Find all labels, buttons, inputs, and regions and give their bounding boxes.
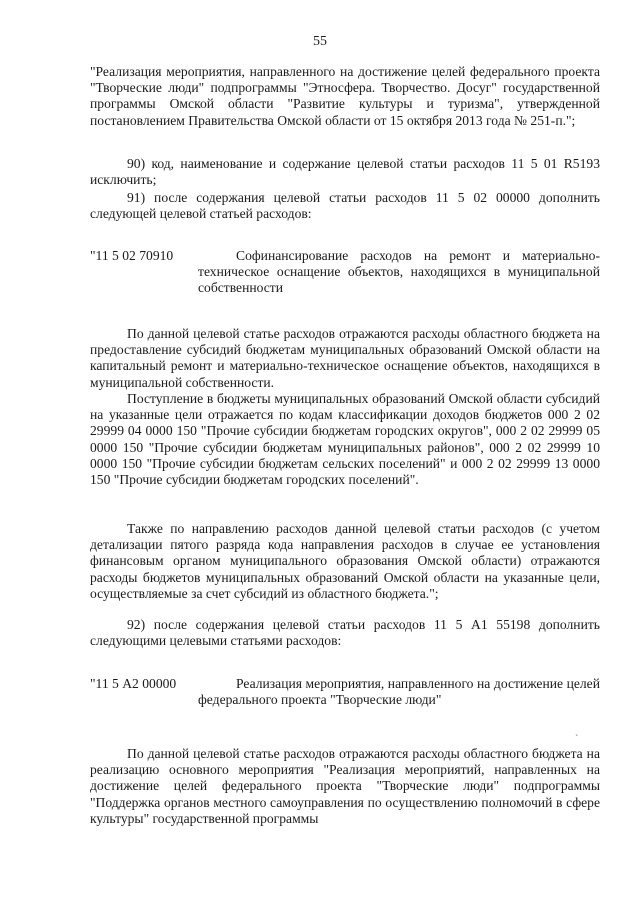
paragraph-expenses-a xyxy=(90,326,600,391)
paragraph-expenses-d xyxy=(90,746,600,827)
paragraph-text: Поступление в бюджеты муниципальных образований Омской области субсидий на указанные цели отражается по кодам классификации доходов бюджетов 000 2 02 29999 04 0000 150 "Прочие субсидии бюджетам городских округов", 000 2 02 29999 05 0000 150 "Прочие субсидии бюджетам муниципальных районов", 000 2 02 29999 10 0000 150 "Прочие субсидии бюджетам сельских поселений" и 000 2 02 29999 13 0000 150 "Прочие субсидии бюджетам городских поселений". xyxy=(90,391,600,488)
article-code: "11 5 А2 00000 xyxy=(90,676,177,691)
paragraph-text: По данной целевой статье расходов отражаются расходы областного бюджета на реализацию основного мероприятия "Реализация мероприятий, направленных на достижение целей федерального проекта "Творческие люди" подпрограммы "Поддержка органов местного самоуправления по осуществлению полномочий в сфере культуры" государственной программы xyxy=(90,746,600,826)
item-91-text: 91) после содержания целевой статьи расходов 11 5 02 00000 дополнить следующей целевой статьей расходов: xyxy=(90,190,600,222)
item-92 xyxy=(90,617,600,649)
article-description: Реализация мероприятия, направленного на достижение целей федерального проекта "Творческие люди" xyxy=(198,676,600,708)
paragraph-text: По данной целевой статье расходов отражаются расходы областного бюджета на предоставление субсидий бюджетам муниципальных образований Омской области на капитальный ремонт и материально-техническое оснащение объектов, находящихся в муниципальной собственности. xyxy=(90,326,600,390)
item-90-text: 90) код, наименование и содержание целевой статьи расходов 11 5 01 R5193 исключить; xyxy=(90,156,600,188)
paragraph-also-c xyxy=(90,521,600,602)
article-code: "11 5 02 70910 xyxy=(90,248,174,263)
target-article-entry-1 xyxy=(90,248,600,304)
paragraph-text: Также по направлению расходов данной целевой статьи расходов (с учетом детализации пятого разряда кода направления расходов в случае ее установления финансовым органом муниципального образования Омской области) отражаются расходы бюджетов муниципальных образований Омской области на указанные цели, осуществляемые за счет субсидий из областного бюджета."; xyxy=(90,521,600,601)
paragraph-text: "Реализация мероприятия, направленного на достижение целей федерального проекта "Творческие люди" подпрограммы "Этносфера. Творчество. Досуг" государственной программы Омской области "Развитие культуры и туризма", утвержденной постановлением Правительства Омской области от 15 октября 2013 года № 251-п."; xyxy=(90,64,600,128)
paragraph-project-quote xyxy=(90,64,600,129)
page-number: 55 xyxy=(313,34,327,49)
scan-mark: ˋ xyxy=(575,734,579,745)
paragraph-receipts-b xyxy=(90,391,600,488)
article-description: Софинансирование расходов на ремонт и материально-техническое оснащение объектов, находящихся в муниципальной собственности xyxy=(198,248,600,296)
item-92-text: 92) после содержания целевой статьи расходов 11 5 А1 55198 дополнить следующими целевыми статьями расходов: xyxy=(90,617,600,649)
item-90 xyxy=(90,156,600,188)
target-article-entry-2 xyxy=(90,676,600,716)
item-91 xyxy=(90,190,600,222)
